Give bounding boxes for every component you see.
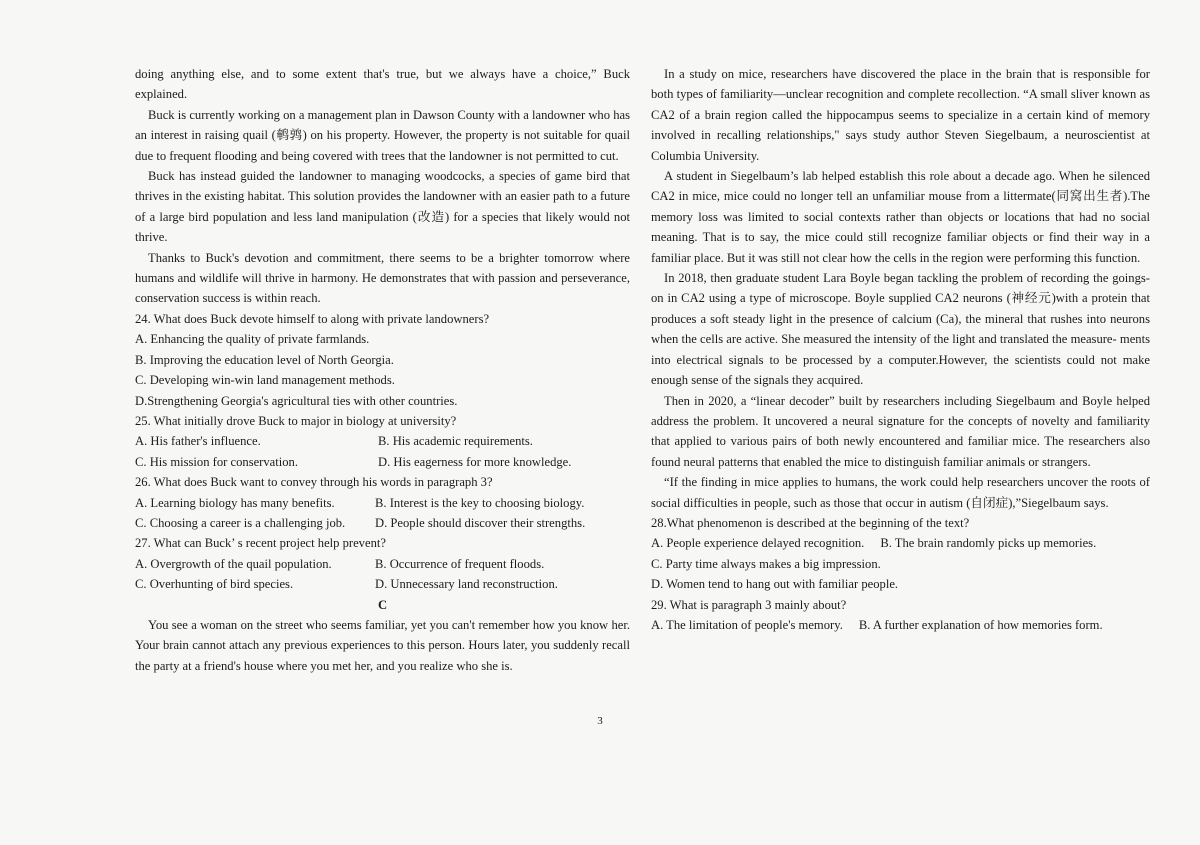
question-29-stem: 29. What is paragraph 3 mainly about?: [651, 597, 847, 612]
question-25-option-d: D. His eagerness for more knowledge.: [378, 454, 572, 469]
passage-b-paragraph: Buck is currently working on a management plan in Dawson County with a landowner who has an interest in raising quail (鹌鹑) on his property. However, the property is not suitable for quail due to frequent flooding and being covered with trees that the landowner is not permitted to cut.: [135, 107, 630, 163]
passage-b-paragraph: Thanks to Buck's devotion and commitment, there seems to be a brighter tomorrow where humans and wildlife will thrive in harmony. He demonstrates that with passion and perseverance, conservation success is within reach.: [135, 250, 630, 306]
passage-b-paragraph: Buck has instead guided the landowner to managing woodcocks, a species of game bird that thrives in the existing habitat. This solution provides the landowner with an easier path to a future of a large bird population and less land manipulation (改造) for a species that likely would not thrive.: [135, 169, 630, 245]
question-29-options-row-1: [651, 615, 1150, 635]
question-28-option-b: B. The brain randomly picks up memories.: [880, 536, 1097, 551]
question-26-option-d: D. People should discover their strengths.: [375, 515, 586, 530]
question-24-option-b: B. Improving the education level of North Georgia.: [135, 352, 394, 367]
question-27-stem: 27. What can Buck’ s recent project help prevent?: [135, 536, 386, 551]
passage-c-paragraph: In a study on mice, researchers have discovered the place in the brain that is responsible for both types of familiarity—unclear recognition and complete recollection. “A small sliver known as CA2 of a brain region called the hippocampus seems to specialize in a certain kind of memory involved in recalling relationships," says study author Steven Siegelbaum, a neuroscientist at Columbia University.: [651, 67, 1150, 163]
question-28-stem: 28.What phenomenon is described at the beginning of the text?: [651, 515, 970, 530]
question-26-stem: 26. What does Buck want to convey through his words in paragraph 3?: [135, 475, 493, 490]
question-28-option-a: A. People experience delayed recognition.: [651, 536, 865, 551]
question-27-option-a: A. Overgrowth of the quail population.: [135, 556, 332, 571]
question-26-option-a: A. Learning biology has many benefits.: [135, 495, 335, 510]
question-25-option-a: A. His father's influence.: [135, 434, 261, 449]
passage-c-paragraph: A student in Siegelbaum’s lab helped establish this role about a decade ago. When he silenced CA2 in mice, mice could no longer tell an unfamiliar mouse from a littermate(同窝出生者).The memory loss was limited to social contexts rather than objects or locations that had no social meaning. That is to say, the mice could still recognize familiar objects or find their way in a familiar place. But it was still not clear how the cells in the region were performing this function.: [651, 169, 1150, 265]
passage-c-paragraph: “If the finding in mice applies to humans, the work could help researchers uncover the roots of social difficulties in people, such as those that occur in autism (自闭症),”Siegelbaum says.: [651, 475, 1150, 510]
question-28-options-row-1: [651, 533, 1150, 553]
question-26-option-c: C. Choosing a career is a challenging job.: [135, 515, 346, 530]
question-24-stem: 24. What does Buck devote himself to along with private landowners?: [135, 311, 490, 326]
question-25-option-b: B. His academic requirements.: [378, 434, 533, 449]
question-25-options-row-2: [135, 452, 630, 472]
question-24-option-d: D.Strengthening Georgia's agricultural ties with other countries.: [135, 393, 458, 408]
question-29-option-b: B. A further explanation of how memories form.: [858, 617, 1103, 632]
question-24-option-a: A. Enhancing the quality of private farmlands.: [135, 332, 370, 347]
passage-b-continuation: doing anything else, and to some extent that's true, but we always have a choice,” Buck explained.: [135, 67, 630, 102]
question-28-option-c: C. Party time always makes a big impression.: [651, 556, 881, 571]
section-c-heading: C: [377, 597, 388, 612]
question-29-option-a: A. The limitation of people's memory.: [651, 617, 843, 632]
page-number: 3: [597, 715, 603, 727]
question-25-option-c: C. His mission for conservation.: [135, 454, 299, 469]
question-26-options-row-1: [135, 493, 630, 513]
question-27-options-row-1: [135, 554, 630, 574]
question-24-option-c: C. Developing win-win land management methods.: [135, 373, 395, 388]
question-25-stem: 25. What initially drove Buck to major in biology at university?: [135, 413, 457, 428]
passage-c-paragraph: In 2018, then graduate student Lara Boyle began tackling the problem of recording the goings-on in CA2 using a type of microscope. Boyle supplied CA2 neurons (神经元)with a protein that produces a soft steady light in the presence of calcium (Ca), the mineral that rushes into neurons when the cells are active. She measured the intensity of the light and translated the measure- ments into electrical signals to be processed by a computer.However, the scientists could not make enough sense of the signals they acquired.: [651, 271, 1150, 388]
question-26-options-row-2: [135, 513, 630, 533]
left-column: [135, 64, 630, 676]
passage-c-paragraph: You see a woman on the street who seems familiar, yet you can't remember how you know her. Your brain cannot attach any previous experiences to this person. Hours later, you suddenly recall the party at a friend's house where you met her, and you realize who she is.: [135, 617, 630, 673]
question-27-option-d: D. Unnecessary land reconstruction.: [375, 577, 558, 592]
question-28-option-d: D. Women tend to hang out with familiar people.: [651, 577, 899, 592]
question-25-options-row-1: [135, 431, 630, 451]
question-26-option-b: B. Interest is the key to choosing biology.: [375, 495, 585, 510]
passage-c-paragraph: Then in 2020, a “linear decoder” built by researchers including Siegelbaum and Boyle helped address the problem. It uncovered a neural signature for the concepts of novelty and familiarity that applied to various pairs of both newly encountered and familiar mice. The researchers also found neural patterns that enabled the mice to distinguish familiar animals or strangers.: [651, 393, 1150, 469]
question-27-options-row-2: [135, 574, 630, 594]
question-27-option-c: C. Overhunting of bird species.: [135, 577, 294, 592]
right-column: [651, 64, 1150, 635]
question-27-option-b: B. Occurrence of frequent floods.: [375, 556, 545, 571]
